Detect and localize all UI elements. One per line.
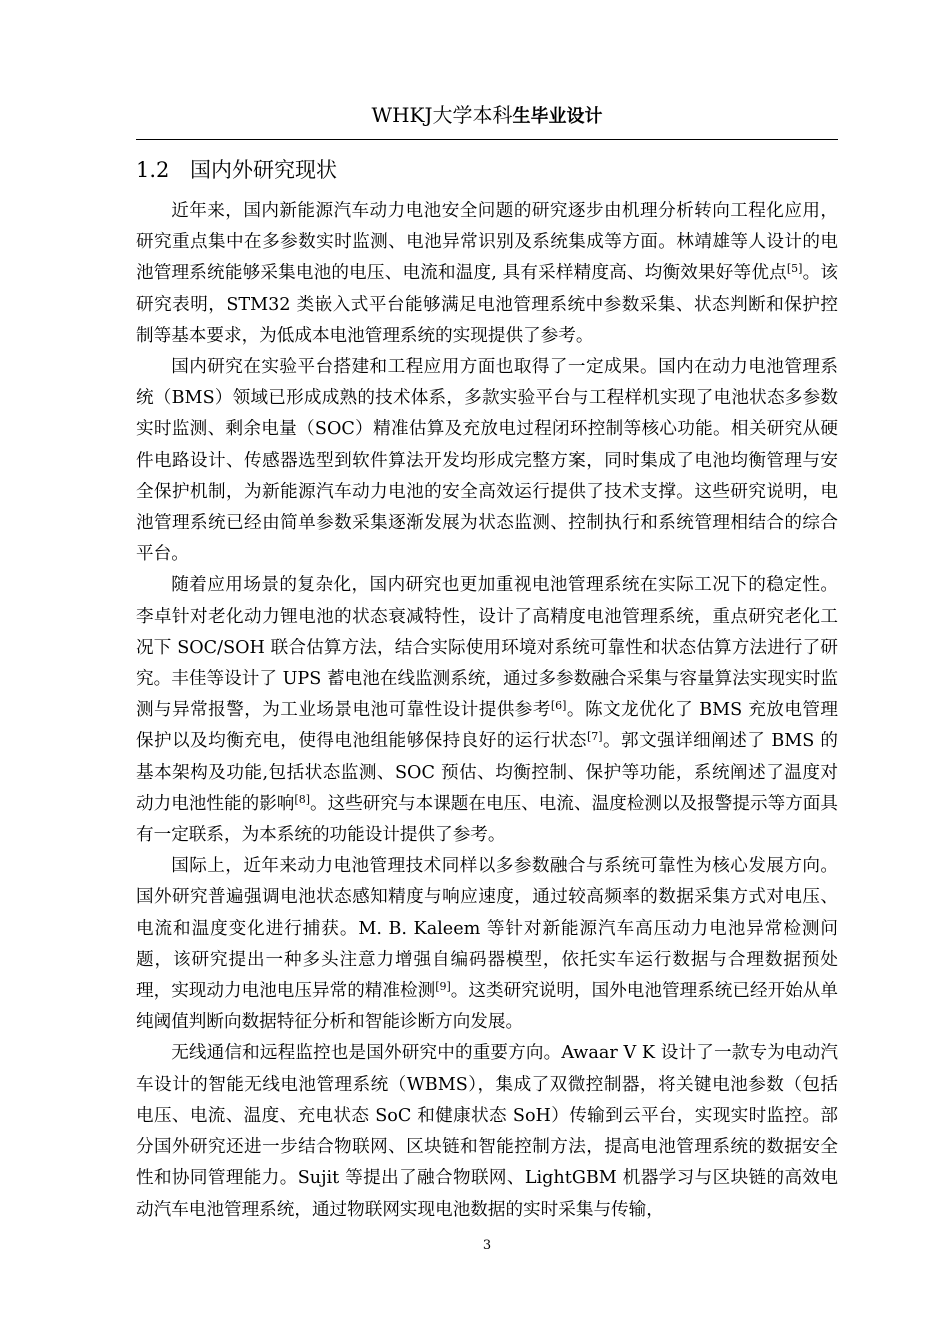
header-rule xyxy=(136,139,838,140)
paragraph-text: 。陈文龙优化了 BMS 充放电管理保护以及均衡充电，使得电池组能够保持良好的运行状态 xyxy=(136,700,838,752)
paragraph-text: 无线通信和远程监控也是国外研究中的重要方向。Awaar V K 设计了一款专为电动汽车设计的智能无线电池管理系统（WBMS），集成了双微控制器，将关键电池参数（包括电压、电流、温度、充电状态 SoC 和健康状态 SoH）传输到云平台，实现实时监控。部分国外研究还进一步结合物联网、区块链和智能控制方法，提高电池管理系统的数据安全性和协同管理能力。Sujit 等提出了融合物联网、LightGBM 机器学习与区块链的高效电动汽车电池管理系统，通过物联网实现电池数据的实时采集与传输， xyxy=(136,1043,838,1220)
citation-ref: [8] xyxy=(294,792,310,806)
citation-ref: [7] xyxy=(586,730,603,744)
paragraph xyxy=(136,1038,838,1225)
paragraph xyxy=(136,570,838,851)
paragraph-text: 。这些研究与本课题在电压、电流、温度检测以及报警提示等方面具有一定联系，为本系统的功能设计提供了参考。 xyxy=(136,793,838,846)
paragraph xyxy=(136,352,838,570)
paragraph xyxy=(136,851,838,1038)
header-title-bold: 生毕业设计 xyxy=(512,106,603,127)
paragraph-text: 随着应用场景的复杂化，国内研究也更加重视电池管理系统在实际工况下的稳定性。李卓针对老化动力锂电池的状态衰减特性，设计了高精度电池管理系统，重点研究老化工况下 SOC/SOH 联合估算方法，结合实际使用环境对系统可靠性和状态估算方法进行了研究。丰佳等设计了 UPS 蓄电池在线监测系统，通过多参数融合采集与容量算法实现实时监测与异常报警，为工业场景电池可靠性设计提供参考 xyxy=(136,575,838,721)
header-title-main: WHKJ大学本科 xyxy=(371,103,513,127)
page-header xyxy=(136,100,838,132)
section-title: 国内外研究现状 xyxy=(190,158,337,182)
body-text xyxy=(136,196,838,1226)
paragraph-text: 国内研究在实验平台搭建和工程应用方面也取得了一定成果。国内在动力电池管理系统（BMS）领域已形成成熟的技术体系，多款实验平台与工程样机实现了电池状态多参数实时监测、剩余电量（SOC）精准估算及充放电过程闭环控制等核心功能。相关研究从硬件电路设计、传感器选型到软件算法开发均形成完整方案，同时集成了电池均衡管理与安全保护机制，为新能源汽车动力电池的安全高效运行提供了技术支撑。这些研究说明，电池管理系统已经由简单参数采集逐渐发展为状态监测、控制执行和系统管理相结合的综合平台。 xyxy=(136,357,838,565)
paragraph xyxy=(136,196,838,352)
paragraph-text: 。这类研究说明，国外电池管理系统已经开始从单纯阈值判断向数据特征分析和智能诊断方向发展。 xyxy=(136,981,838,1033)
paragraph-text: 近年来，国内新能源汽车动力电池安全问题的研究逐步由机理分析转向工程化应用，研究重点集中在多参数实时监测、电池异常识别及系统集成等方面。林靖雄等人设计的电池管理系统能够采集电池的电压、电流和温度, 具有采样精度高、均衡效果好等优点 xyxy=(136,201,838,284)
citation-ref: [6] xyxy=(550,699,567,713)
page-number: 3 xyxy=(482,1238,492,1253)
section-number: 1.2 xyxy=(136,158,170,182)
paragraph-text: 国际上，近年来动力电池管理技术同样以多参数融合与系统可靠性为核心发展方向。国外研究普遍强调电池状态感知精度与响应速度，通过较高频率的数据采集方式对电压、电流和温度变化进行捕获。M. B. Kaleem 等针对新能源汽车高压动力电池异常检测问题，该研究提出一种多头注意力增强自编码器模型，依托实车运行数据与合理数据预处理，实现动力电池电压异常的精准检测 xyxy=(136,856,838,1002)
citation-ref: [9] xyxy=(435,980,451,994)
citation-ref: [5] xyxy=(786,262,803,276)
section-heading xyxy=(136,152,838,188)
paragraph-text: 。该研究表明，STM32 类嵌入式平台能够满足电池管理系统中参数采集、状态判断和保护控制等基本要求，为低成本电池管理系统的实现提供了参考。 xyxy=(136,263,838,346)
paragraph-text: 。郭文强详细阐述了 BMS 的基本架构及功能,包括状态监测、SOC 预估、均衡控制、保护等功能，系统阐述了温度对动力电池性能的影响 xyxy=(136,731,838,814)
